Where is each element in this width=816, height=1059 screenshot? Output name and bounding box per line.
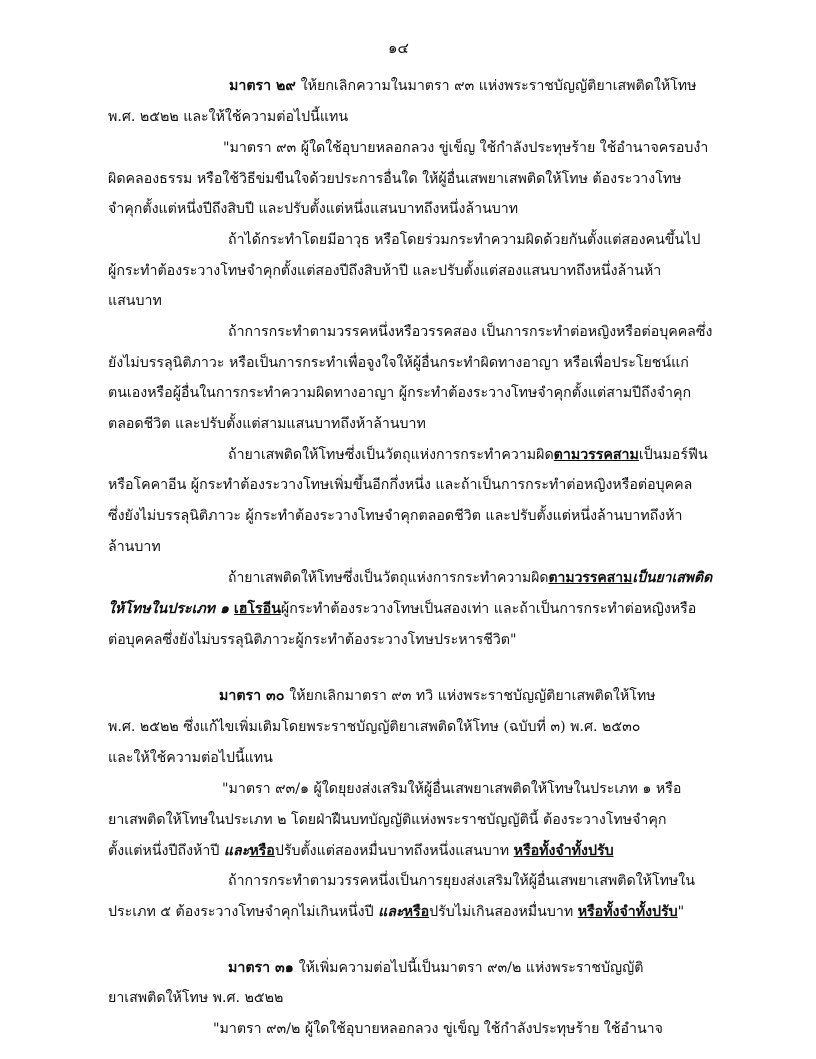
section-30-line-6-a: ตั้งแต่หนึ่งปีถึงห้าปี (108, 843, 224, 859)
section-31-text-1: ให้เพิ่มความต่อไปนี้เป็นมาตรา ๙๓/๒ แห่งพระราชบัญญัติ (298, 960, 644, 976)
section-30-line-8 (108, 902, 684, 922)
section-29-line-17-a: ถ้ายาเสพติดให้โทษซึ่งเป็นวัตถุแห่งการกระทำความผิด (228, 570, 549, 586)
section-29-label: มาตรา ๒๙ (229, 78, 301, 94)
section-30-line-2: พ.ศ. ๒๕๒๒ ซึ่งแก้ไขเพิ่มเติมโดยพระราชบัญญัติยาเสพติดให้โทษ (ฉบับที่ ๓) พ.ศ. ๒๕๓๐ (108, 719, 641, 735)
section-29-line-18-underlined: เฮโรอีน (233, 601, 281, 617)
section-29-line-12: ตลอดชีวิต และปรับตั้งแต่สามแสนบาทถึงห้าล้านบาท (108, 416, 426, 432)
section-30-line-6 (108, 841, 614, 861)
section-29-line-13-b: เป็นมอร์ฟีน (638, 447, 708, 463)
section-30-text-1: ให้ยกเลิกมาตรา ๙๓ ทวิ แห่งพระราชบัญญัติยาเสพติดให้โทษ (289, 688, 656, 704)
section-29-line-15: ซึ่งยังไม่บรรลุนิติภาวะ ผู้กระทำต้องระวางโทษจำคุกตลอดชีวิต และปรับตั้งแต่หนึ่งล้านบาทถึงห้า (108, 508, 683, 524)
section-30-line-8-underlined-2: หรือทั้งจำทั้งปรับ (577, 904, 678, 920)
section-29-heading-line (229, 76, 697, 96)
section-29-line-13-a: ถ้ายาเสพติดให้โทษซึ่งเป็นวัตถุแห่งการกระทำความผิด (228, 447, 554, 463)
section-30-label: มาตรา ๓๐ (219, 688, 290, 704)
section-30-line-8-c: " (677, 904, 685, 920)
section-30-line-3: และให้ใช้ความต่อไปนี้แทน (108, 750, 273, 766)
section-29-line-13 (228, 445, 708, 465)
section-30-line-4: "มาตรา ๙๓/๑ ผู้ใดยุยงส่งเสริมให้ผู้อื่นเสพยาเสพติดให้โทษในประเภท ๑ หรือ (222, 781, 682, 797)
section-29-quote-1: "มาตรา ๙๓ ผู้ใดใช้อุบายหลอกลวง ขู่เข็ญ ใช้กำลังประทุษร้าย ใช้อำนาจครอบงำ (223, 140, 709, 156)
section-30-line-8-underlined-1: หรือ (403, 904, 430, 920)
section-29-line-16: ล้านบาท (108, 539, 161, 555)
section-29-line-2: พ.ศ. ๒๕๒๒ และให้ใช้ความต่อไปนี้แทน (108, 109, 349, 125)
page-number: ๑๔ (388, 39, 409, 57)
section-29-line-7: ผู้กระทำต้องระวางโทษจำคุกตั้งแต่สองปีถึงสิบห้าปี และปรับตั้งแต่สองแสนบาทถึงหนึ่งล้านห้า (108, 263, 662, 279)
section-29-line-17 (228, 568, 712, 588)
section-31-line-2: ยาเสพติดให้โทษ พ.ศ. ๒๕๒๒ (108, 990, 284, 1006)
section-29-line-17-underlined: ตามวรรคสาม (548, 570, 633, 586)
section-31-line-3: "มาตรา ๙๓/๒ ผู้ใดใช้อุบายหลอกลวง ขู่เข็ญ ใช้กำลังประทุษร้าย ใช้อำนาจ (213, 1021, 663, 1037)
section-31-label: มาตรา ๓๑ (228, 960, 299, 976)
section-31-heading-line (228, 958, 643, 978)
section-30-line-7: ถ้าการกระทำตามวรรคหนึ่งเป็นการยุยงส่งเสริมให้ผู้อื่นเสพยาเสพติดให้โทษใน (228, 873, 695, 889)
section-29-line-4: ผิดคลองธรรม หรือใช้วิธีข่มขืนใจด้วยประการอื่นใด ให้ผู้อื่นเสพยาเสพติดให้โทษ ต้องระวางโทษ (108, 171, 682, 187)
section-29-line-5: จำคุกตั้งแต่หนึ่งปีถึงสิบปี และปรับตั้งแต่หนึ่งแสนบาทถึงหนึ่งล้านบาท (108, 201, 519, 217)
section-30-line-8-b: ปรับไม่เกินสองหมื่นบาท (429, 904, 578, 920)
section-30-line-6-b: ปรับตั้งแต่สองหมื่นบาทถึงหนึ่งแสนบาท (274, 843, 514, 859)
section-29-line-9: ถ้าการกระทำตามวรรคหนึ่งหรือวรรคสอง เป็นการกระทำต่อหญิงหรือต่อบุคคลซึ่ง (228, 324, 713, 340)
section-30-heading-line (219, 686, 656, 706)
section-29-line-8: แสนบาท (108, 293, 162, 309)
section-29-line-19: ต่อบุคคลซึ่งยังไม่บรรลุนิติภาวะผู้กระทำต้องระวางโทษประหารชีวิต" (108, 632, 517, 648)
section-29-line-18-b: ผู้กระทำต้องระวางโทษเป็นสองเท่า และถ้าเป็นการกระทำต่อหญิงหรือ (280, 601, 697, 617)
section-29-line-18-struck: ให้โทษในประเภท ๑ (108, 601, 234, 617)
section-29-line-6: ถ้าได้กระทำโดยมีอาวุธ หรือโดยร่วมกระทำความผิดด้วยกันตั้งแต่สองคนขึ้นไป (228, 232, 701, 248)
section-29-text-1: ให้ยกเลิกความในมาตรา ๙๓ แห่งพระราชบัญญัติยาเสพติดให้โทษ (300, 78, 697, 94)
section-29-line-10: ยังไม่บรรลุนิติภาวะ หรือเป็นการกระทำเพื่อจูงใจให้ผู้อื่นกระทำผิดทางอาญา หรือเพื่อประโยชน์แก่ (108, 355, 689, 371)
section-30-line-8-a: ประเภท ๕ ต้องระวางโทษจำคุกไม่เกินหนึ่งปี (108, 904, 379, 920)
section-30-line-6-underlined-1: หรือ (249, 843, 275, 859)
section-29-line-18 (108, 599, 696, 619)
section-30-line-8-struck: และ (378, 904, 404, 920)
section-29-line-14: หรือโคคาอีน ผู้กระทำต้องระวางโทษเพิ่มขึ้นอีกกึ่งหนึ่ง และถ้าเป็นการกระทำต่อหญิงหรือต่อบุคคล (108, 477, 693, 493)
section-29-line-11: ตนเองหรือผู้อื่นในการกระทำความผิดทางอาญา ผู้กระทำต้องระวางโทษจำคุกตั้งแต่สามปีถึงจำคุก (108, 385, 692, 401)
section-30-line-6-struck: และ (223, 843, 250, 859)
section-29-line-17-struck: เป็นยาเสพติด (632, 570, 713, 586)
section-30-line-5: ยาเสพติดให้โทษในประเภท ๒ โดยฝ่าฝืนบทบัญญัติแห่งพระราชบัญญัตินี้ ต้องระวางโทษจำคุก (108, 812, 667, 828)
section-29-line-13-underlined: ตามวรรคสาม (553, 447, 639, 463)
section-30-line-6-underlined-2: หรือทั้งจำทั้งปรับ (513, 843, 614, 859)
